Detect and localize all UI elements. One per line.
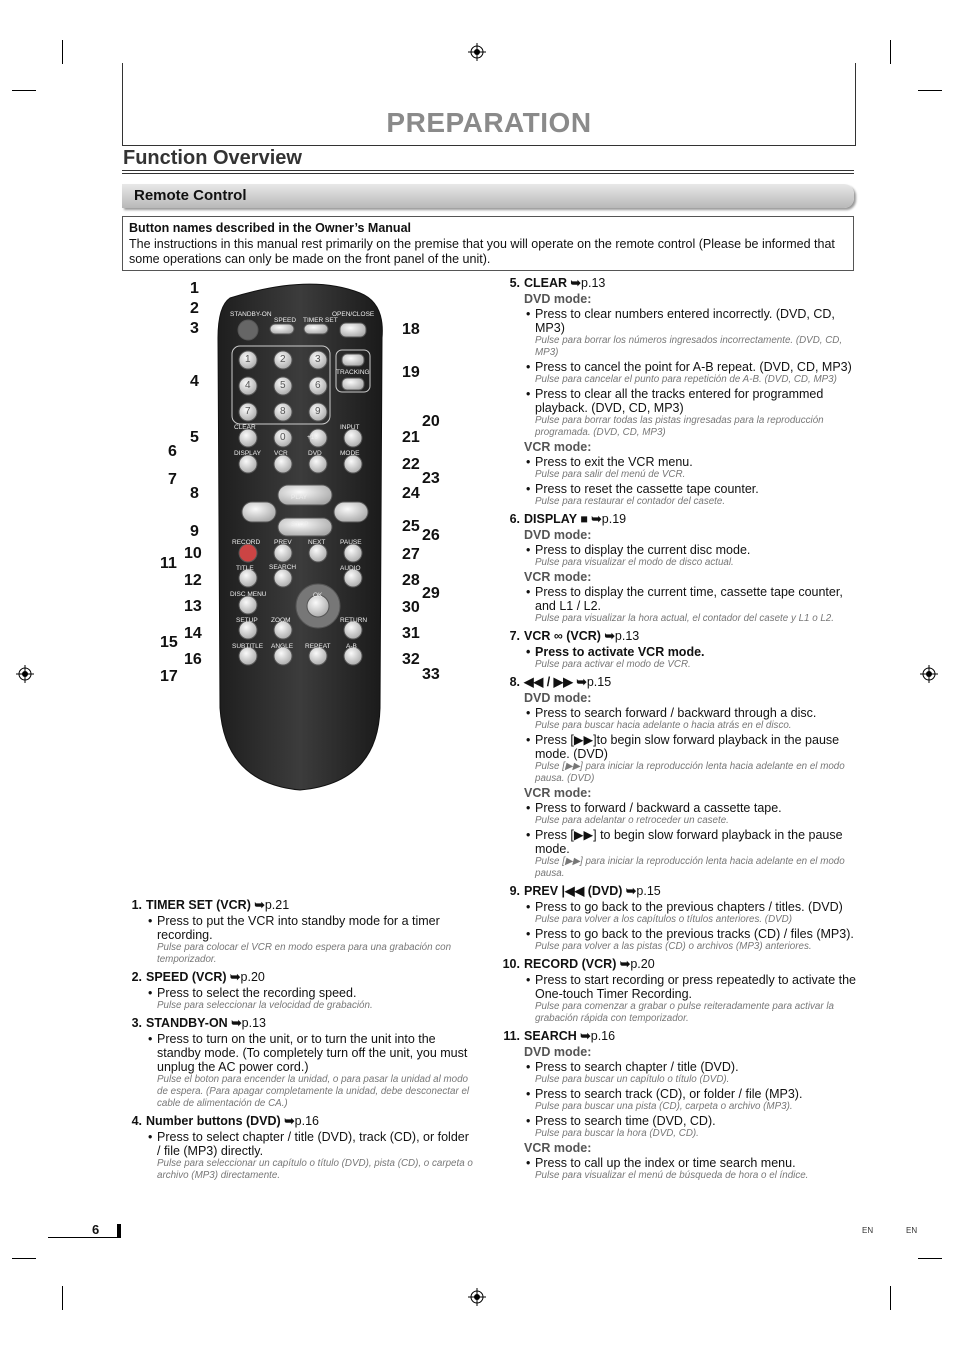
remote-label-stop: STOP [291, 521, 309, 528]
instruction-text: • Press to go back to the previous tracks (CD) / files (MP3). [500, 927, 856, 941]
callout-number: 29 [422, 585, 440, 602]
instruction-text: • Press [▶▶]to begin slow forward playback in the pause mode. (DVD) [500, 733, 856, 761]
remote-label-disc-menu: DISC MENU [230, 591, 267, 598]
mode-label: DVD mode: [524, 528, 592, 542]
page-ref-arrow-icon: ➥ [622, 884, 637, 898]
rewind-button[interactable] [242, 502, 276, 522]
section-title: Function Overview [123, 147, 302, 169]
callout-number: 3 [190, 320, 199, 337]
spanish-translation: Pulse para comenzar a grabar o pulse reiteradamente para activar la grabación rápida con temporizador. [535, 1001, 834, 1024]
note-title: Button names described in the Owner’s Manual [129, 221, 411, 235]
spanish-translation: Pulse para buscar un capítulo o título (DVD). [535, 1074, 730, 1085]
chapter-header [122, 63, 856, 146]
callout-number: 5 [190, 429, 199, 446]
item-name: VCR ∞ (VCR) [524, 629, 601, 643]
digit-label: 0 [280, 432, 286, 443]
page-reference: p.20 [630, 957, 655, 971]
page-reference: p.15 [586, 675, 612, 689]
item-number: 3. [131, 1016, 142, 1030]
remote-label-standby-on: STANDBY-ON [230, 311, 272, 318]
prev-button[interactable] [274, 544, 292, 562]
instruction-text: • Press to display the current disc mode. [500, 543, 856, 557]
mode-label: DVD mode: [524, 691, 592, 705]
remote-label-tracking: TRACKING [336, 369, 370, 376]
item-name: SEARCH [524, 1029, 577, 1043]
remote-label-title: TITLE [236, 565, 254, 572]
callout-number: 14 [184, 625, 202, 642]
function-item [500, 884, 856, 953]
instruction-text: • Press to cancel the point for A-B repeat. (DVD, CD, MP3) [500, 360, 856, 374]
page-ref-arrow-icon: ➥ [227, 1016, 242, 1030]
spanish-translation: Pulse para seleccionar un capítulo o título (DVD), pista (CD), o carpeta o archivo (MP3) directamente. [157, 1158, 473, 1181]
remote-label-mode: MODE [340, 450, 360, 457]
remote-label-plus10: +10 [307, 434, 319, 441]
left-column [122, 898, 474, 1186]
vcr-button[interactable] [274, 455, 292, 473]
remote-label-play: PLAY [291, 494, 308, 501]
page-reference: p.13 [614, 629, 640, 643]
mode-button[interactable] [344, 455, 362, 473]
note-body: The instructions in this manual rest primarily on the premise that you will operate on the remote control (Please be informed that some operations can only be made on the front panel of the unit). [129, 237, 835, 266]
page-reference: p.13 [581, 276, 606, 290]
page-reference: p.20 [240, 970, 265, 984]
callout-number: 27 [402, 546, 420, 563]
remote-label-timer-set: TIMER SET [303, 317, 338, 324]
function-item [500, 276, 856, 508]
function-item [500, 1029, 856, 1182]
item-name: PREV |◀◀ (DVD) [524, 884, 623, 898]
remote-label-pause: PAUSE [340, 539, 362, 546]
page-reference: p.16 [590, 1029, 616, 1043]
item-number: 1. [131, 898, 142, 912]
instruction-text: • Press to go back to the previous chapters / titles. (DVD) [500, 900, 856, 914]
function-item-heading [500, 512, 856, 527]
callout-number: 13 [184, 598, 202, 615]
item-name: TIMER SET (VCR) [146, 898, 251, 912]
function-item-heading [122, 1114, 474, 1129]
function-item-heading [500, 675, 856, 690]
instruction-text: • Press to select the recording speed. [122, 986, 474, 1000]
function-item-heading [500, 957, 856, 972]
digit-label: 7 [245, 406, 251, 417]
crop-mark [62, 40, 63, 64]
page-reference: p.19 [601, 512, 627, 526]
registration-mark-icon [920, 665, 938, 683]
instruction-text: • Press to turn on the unit, or to turn the unit into the standby mode. (To completely turn off the unit, you must unplug the AC power cord.) [122, 1032, 474, 1074]
item-name: Number buttons (DVD) [146, 1114, 281, 1128]
tracking-up-button[interactable] [342, 354, 364, 366]
remote-label-next: NEXT [308, 539, 326, 546]
item-name: DISPLAY ■ [524, 512, 588, 526]
mode-label: VCR mode: [524, 1141, 592, 1155]
callout-number: 16 [184, 651, 202, 668]
function-item [500, 675, 856, 880]
page-marker [117, 1224, 121, 1238]
divider [48, 1237, 120, 1238]
instruction-text: • Press to display the current time, cassette tape counter, and L1 / L2. [500, 585, 856, 613]
callout-number: 7 [168, 471, 177, 488]
pause-button[interactable] [344, 544, 362, 562]
instruction-text: • Press to search forward / backward through a disc. [500, 706, 856, 720]
callout-number: 31 [402, 625, 420, 642]
digit-label: 2 [280, 354, 286, 365]
item-name: STANDBY-ON [146, 1016, 228, 1030]
item-number: 5. [509, 276, 520, 290]
callout-number: 30 [402, 599, 420, 616]
instruction-text: • Press to start recording or press repeatedly to activate the One-touch Timer Recording. [500, 973, 856, 1001]
callout-number: 28 [402, 572, 420, 589]
remote-label-subtitle: SUBTITLE [232, 643, 264, 650]
callout-number: 23 [422, 470, 440, 487]
timer-set-button[interactable] [304, 324, 328, 334]
crop-mark [12, 90, 36, 91]
remote-label-ab: A-B [346, 643, 357, 650]
page-reference: p.21 [264, 898, 290, 912]
remote-label-return: RETURN [340, 617, 368, 624]
instruction-text: • Press to clear numbers entered incorrectly. (DVD, CD, MP3) [500, 307, 856, 335]
callout-number: 9 [190, 523, 199, 540]
subsection-bar [122, 184, 854, 208]
remote-label-dvd: DVD [308, 450, 322, 457]
instruction-text: • Press to activate VCR mode. [500, 645, 856, 659]
page-ref-arrow-icon: ➥ [576, 1029, 591, 1043]
spanish-translation: Pulse para activar el modo de VCR. [535, 659, 691, 670]
remote-label-input: INPUT [340, 424, 360, 431]
callout-number: 4 [190, 373, 199, 390]
tracking-down-button[interactable] [342, 378, 364, 390]
remote-label-speed: SPEED [274, 317, 297, 324]
item-number: 4. [131, 1114, 142, 1128]
language-tag: EN [862, 1226, 874, 1235]
registration-mark-icon [16, 665, 34, 683]
function-item-heading [122, 970, 474, 985]
page-ref-arrow-icon: ➥ [616, 957, 631, 971]
instruction-text: • Press to put the VCR into standby mode for a timer recording. [122, 914, 474, 942]
divider [122, 170, 854, 171]
page-ref-arrow-icon: ➥ [572, 675, 587, 689]
spanish-translation: Pulse para restaurar el contador del casete. [535, 496, 726, 507]
item-name: ◀◀ / ▶▶ [524, 675, 573, 689]
standby-on-button[interactable] [238, 320, 258, 340]
crop-mark [62, 1286, 63, 1310]
spanish-translation: Pulse para buscar una pista (CD), carpeta o archivo (MP3). [535, 1101, 793, 1112]
display-button[interactable] [239, 455, 257, 473]
callout-number: 20 [422, 413, 440, 430]
page-reference: p.15 [636, 884, 661, 898]
digit-label: 1 [245, 354, 251, 365]
callout-number: 22 [402, 456, 420, 473]
next-button[interactable] [309, 544, 327, 562]
remote-label-vcr: VCR [274, 450, 288, 457]
subsection-title: Remote Control [134, 187, 247, 204]
registration-mark-icon [468, 43, 486, 61]
digit-label: 3 [315, 354, 321, 365]
spanish-translation: Pulse para buscar la hora (DVD, CD). [535, 1128, 699, 1139]
digit-label: 5 [280, 380, 286, 391]
instruction-text: • Press to select chapter / title (DVD), track (CD), or folder / file (MP3) directly. [122, 1130, 474, 1158]
function-item-heading [500, 629, 856, 644]
item-number: 7. [509, 629, 520, 643]
open-close-button[interactable] [340, 323, 366, 337]
function-item-heading [122, 1016, 474, 1031]
function-item-heading [500, 884, 856, 899]
remote-label-audio: AUDIO [340, 565, 361, 572]
crop-mark [918, 1258, 942, 1259]
remote-label-zoom: ZOOM [271, 617, 291, 624]
function-item-heading [500, 276, 856, 291]
callout-number: 18 [402, 321, 420, 338]
mode-label: VCR mode: [524, 570, 592, 584]
remote-label-display: DISPLAY [234, 450, 261, 457]
page-ref-arrow-icon: ➥ [567, 276, 582, 290]
instruction-text: • Press to clear all the tracks entered for programmed playback. (DVD, CD, MP3) [500, 387, 856, 415]
fast-forward-button[interactable] [334, 502, 368, 522]
remote-label-record: RECORD [232, 539, 261, 546]
right-column [500, 276, 856, 1186]
callout-number: 12 [184, 572, 202, 589]
remote-label-ok: OK [313, 592, 323, 599]
instruction-text: • Press [▶▶] to begin slow forward playback in the pause mode. [500, 828, 856, 856]
crop-mark [12, 1258, 36, 1259]
spanish-translation: Pulse para adelantar o retroceder un casete. [535, 815, 729, 826]
function-item [122, 1016, 474, 1110]
registration-mark-icon [468, 1288, 486, 1306]
language-tag: EN [906, 1226, 918, 1235]
remote-label-setup: SETUP [236, 617, 258, 624]
callout-number: 6 [168, 443, 177, 460]
spanish-translation: Pulse para borrar los números ingresados incorrectamente. (DVD, CD, MP3) [535, 335, 843, 358]
crop-mark [918, 90, 942, 91]
chapter-title: PREPARATION [386, 107, 592, 138]
callout-number: 19 [402, 364, 420, 381]
remote-label-prev: PREV [274, 539, 292, 546]
callout-number: 1 [190, 280, 199, 297]
callout-number: 33 [422, 666, 440, 683]
spanish-translation: Pulse para visualizar la hora actual, el contador del casete y L1 o L2. [535, 613, 834, 624]
function-item [500, 512, 856, 625]
remote-label-search: SEARCH [269, 564, 297, 571]
digit-label: 6 [315, 380, 321, 391]
callout-number: 26 [422, 527, 440, 544]
page-ref-arrow-icon: ➥ [250, 898, 265, 912]
note-box [122, 216, 854, 271]
search-button[interactable] [274, 569, 292, 587]
instruction-text: • Press to call up the index or time search menu. [500, 1156, 856, 1170]
clear-button[interactable] [239, 429, 257, 447]
input-button[interactable] [344, 429, 362, 447]
instruction-text: • Press to forward / backward a cassette tape. [500, 801, 856, 815]
remote-label-open-close: OPEN/CLOSE [332, 311, 375, 318]
digit-label: 8 [280, 406, 286, 417]
page-ref-arrow-icon: ➥ [600, 629, 615, 643]
remote-label-angle: ANGLE [271, 643, 294, 650]
item-number: 11. [503, 1029, 520, 1043]
item-number: 10. [502, 957, 520, 971]
page-ref-arrow-icon: ➥ [226, 970, 241, 984]
spanish-translation: Pulse para colocar el VCR en modo espera para una grabación con temporizador. [157, 942, 452, 965]
function-item [122, 898, 474, 966]
function-item [122, 1114, 474, 1182]
spanish-translation: Pulse para buscar hacia adelante o hacia atrás en el disco. [535, 720, 792, 731]
instruction-text: • Press to reset the cassette tape counter. [500, 482, 856, 496]
page-number: 6 [92, 1222, 100, 1237]
instruction-text: • Press to exit the VCR menu. [500, 455, 856, 469]
function-item [122, 970, 474, 1012]
spanish-translation: Pulse el boton para encender la unidad, o para pasar la unidad al modo de espera. (Para apagar completamente la unidad, debe desconectar el cable de alimentación de CA.) [157, 1074, 470, 1109]
spanish-translation: Pulse para seleccionar la velocidad de grabación. [157, 1000, 373, 1011]
spanish-translation: Pulse para cancelar el punto para repetición de A-B. (DVD, CD, MP3) [535, 374, 837, 385]
digit-label: 4 [245, 380, 251, 391]
callout-number: 11 [160, 555, 177, 572]
item-name: SPEED (VCR) [146, 970, 227, 984]
instruction-text: • Press to search time (DVD, CD). [500, 1114, 856, 1128]
dvd-button[interactable] [309, 455, 327, 473]
crop-mark [890, 40, 891, 64]
remote-label-repeat: REPEAT [305, 643, 331, 650]
record-button[interactable] [239, 544, 257, 562]
spanish-translation: Pulse [▶▶] para iniciar la reproducción lenta hacia adelante en el modo pausa. (DVD) [535, 761, 845, 784]
callout-number: 17 [160, 668, 178, 685]
mode-label: VCR mode: [524, 440, 592, 454]
disc-menu-button[interactable] [239, 596, 257, 614]
spanish-translation: Pulse para visualizar el menú de búsqueda de hora o el índice. [535, 1170, 809, 1181]
function-item-heading [500, 1029, 856, 1044]
callout-number: 8 [190, 485, 199, 502]
callout-number: 32 [402, 651, 420, 668]
spanish-translation: Pulse para borrar todas las pistas ingresadas para la reproducción programada. (DVD, CD, MP3) [535, 415, 824, 438]
item-number: 2. [131, 970, 142, 984]
callout-number: 25 [402, 518, 420, 535]
function-item [500, 629, 856, 671]
mode-label: DVD mode: [524, 292, 592, 306]
function-item-heading [122, 898, 474, 913]
spanish-translation: Pulse para salir del menú de VCR. [535, 469, 686, 480]
instruction-text: • Press to search chapter / title (DVD). [500, 1060, 856, 1074]
remote-label-clear: CLEAR [234, 424, 256, 431]
item-number: 9. [509, 884, 520, 898]
callout-number: 10 [184, 545, 202, 562]
spanish-translation: Pulse [▶▶] para iniciar la reproducción lenta hacia adelante en el modo pausa. [535, 856, 845, 879]
spanish-translation: Pulse para volver a los capítulos o títulos anteriores. (DVD) [535, 914, 793, 925]
callout-number: 15 [160, 634, 178, 651]
page-reference: p.16 [294, 1114, 320, 1128]
item-number: 6. [509, 512, 520, 526]
mode-label: DVD mode: [524, 1045, 592, 1059]
callout-number: 2 [190, 300, 199, 317]
item-name: CLEAR [524, 276, 568, 290]
divider [122, 173, 854, 174]
spanish-translation: Pulse para visualizar el modo de disco actual. [535, 557, 734, 568]
page-reference: p.13 [241, 1016, 267, 1030]
page-ref-arrow-icon: ➥ [587, 512, 602, 526]
callout-number: 21 [402, 429, 420, 446]
speed-button[interactable] [270, 324, 294, 334]
callout-number: 24 [402, 485, 420, 502]
digit-label: 9 [315, 406, 321, 417]
instruction-text: • Press to search track (CD), or folder / file (MP3). [500, 1087, 856, 1101]
item-name: RECORD (VCR) [524, 957, 617, 971]
item-number: 8. [509, 675, 520, 689]
spanish-translation: Pulse para volver a las pistas (CD) o archivos (MP3) anteriores. [535, 941, 812, 952]
page-ref-arrow-icon: ➥ [280, 1114, 295, 1128]
function-item [500, 957, 856, 1025]
mode-label: VCR mode: [524, 786, 592, 800]
crop-mark [890, 1286, 891, 1310]
